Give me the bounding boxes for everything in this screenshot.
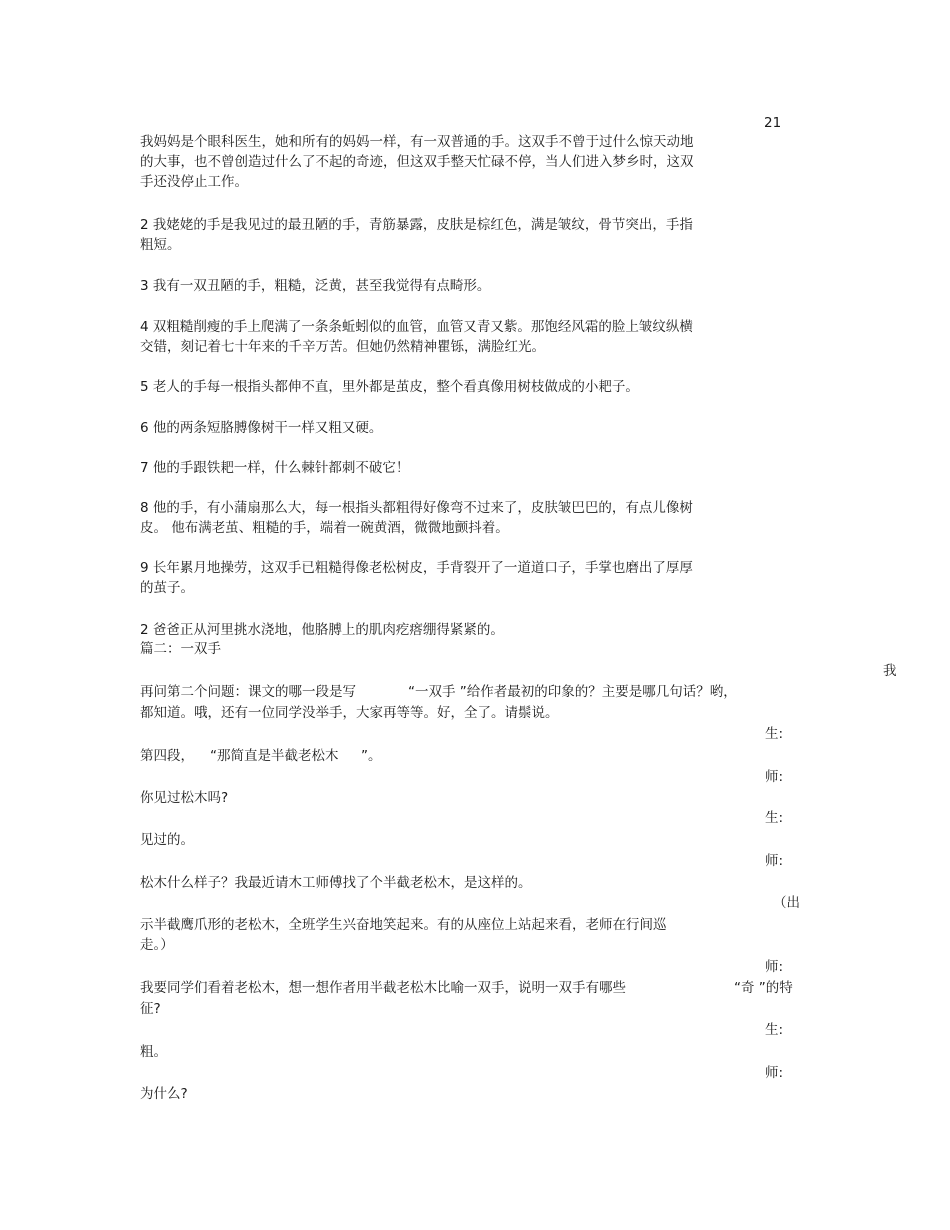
paragraph-2 xyxy=(140,215,740,255)
text-line: 我妈妈是个眼科医生，她和所有的妈妈一样，有一双普通的手。这双手不曾于过什么惊天动地 xyxy=(140,134,694,150)
stage-direction: 示半截鹰爪形的老松木，全班学生兴奋地笑起来。有的从座位上站起来看，老师在行间巡 xyxy=(140,917,667,933)
paragraph-3 xyxy=(140,276,740,296)
speaker-teacher: 师: xyxy=(765,959,784,975)
question-line: 征? xyxy=(140,1001,161,1017)
text-line: 粗短。 xyxy=(140,237,181,253)
text-line: 手还没停止工作。 xyxy=(140,174,248,190)
paragraph-9 xyxy=(140,558,740,598)
text-line: 2 我姥姥的手是我见过的最丑陋的手，青筋暴露，皮肤是棕红色，满是皱纹，骨节突出，手指 xyxy=(140,217,693,233)
section-title: 篇二：一双手 xyxy=(140,641,221,657)
text-line: 3 我有一双丑陋的手，粗糙，泛黄，甚至我觉得有点畸形。 xyxy=(140,278,491,294)
wo-marker: 我 xyxy=(883,663,897,679)
answer-line: “那简直是半截老松木 xyxy=(210,748,339,764)
answer-line: 粗。 xyxy=(140,1044,167,1060)
paragraph-8 xyxy=(140,498,740,538)
question-line: “奇 ”的特 xyxy=(734,980,793,996)
text-line: 的茧子。 xyxy=(140,580,194,596)
question-line: 为什么? xyxy=(140,1086,188,1102)
paragraph-5 xyxy=(140,377,740,397)
text-line: 9 长年累月地操劳，这双手已粗糙得像老松树皮，手背裂开了一道道口子，手掌也磨出了厚厚 xyxy=(140,560,693,576)
text-line: 6 他的两条短胳膊像树干一样又粗又硬。 xyxy=(140,420,383,436)
speaker-student: 生: xyxy=(765,1022,784,1038)
speaker-student: 生: xyxy=(765,810,784,826)
text-line: 2 爸爸正从河里挑水浇地，他胳膊上的肌肉疙瘩绷得紧紧的。 xyxy=(140,622,504,638)
text-line: 8 他的手，有小蒲扇那么大，每一根指头都粗得好像弯不过来了，皮肤皱巴巴的，有点儿像树 xyxy=(140,500,693,516)
question-line: 再问第二个问题：课文的哪一段是写 xyxy=(140,684,356,700)
question-line: 我要同学们看着老松木，想一想作者用半截老松木比喻一双手，说明一双手有哪些 xyxy=(140,980,626,996)
question-line: 松木什么样子？我最近请木工师傅找了个半截老松木，是这样的。 xyxy=(140,875,532,891)
answer-line: ”。 xyxy=(361,748,382,764)
question-line: 你见过松木吗? xyxy=(140,790,229,806)
paragraph-4 xyxy=(140,317,740,357)
page-number: 21 xyxy=(764,115,782,131)
text-line: 的大事，也不曾创造过什么了不起的奇迹，但这双手整天忙碌不停，当人们进入梦乡时，这双 xyxy=(140,154,694,170)
question-line: “一双手 ”给作者最初的印象的？主要是哪几句话？哟， xyxy=(408,684,737,700)
answer-line: 见过的。 xyxy=(140,832,194,848)
text-line: 交错，刻记着七十年来的千辛万苦。但她仍然精神瞿铄，满脸红光。 xyxy=(140,339,545,355)
speaker-teacher: 师: xyxy=(765,1065,784,1081)
speaker-teacher: 师: xyxy=(765,769,784,785)
paragraph-6 xyxy=(140,418,740,438)
stage-direction: 走。） xyxy=(140,937,174,953)
speaker-student: 生: xyxy=(765,726,784,742)
paragraph-7 xyxy=(140,458,740,478)
text-line: 4 双粗糙削瘦的手上爬满了一条条蚯蚓似的血管，血管又青又紫。那饱经风霜的脸上皱纹纵横 xyxy=(140,319,693,335)
speaker-teacher: 师: xyxy=(765,853,784,869)
text-line: 5 老人的手每一根指头都伸不直，里外都是茧皮，整个看真像用树枝做成的小耙子。 xyxy=(140,379,639,395)
question-line: 都知道。哦，还有一位同学没举手，大家再等等。好，全了。请鬃说。 xyxy=(140,705,559,721)
stage-direction: （出 xyxy=(773,895,800,911)
text-line: 皮。 他布满老茧、粗糙的手，端着一碗黄酒，微微地颤抖着。 xyxy=(140,520,509,536)
text-line: 7 他的手跟铁耙一样，什么棘针都刺不破它！ xyxy=(140,460,410,476)
answer-line: 第四段， xyxy=(140,748,194,764)
paragraph-1 xyxy=(140,132,740,192)
